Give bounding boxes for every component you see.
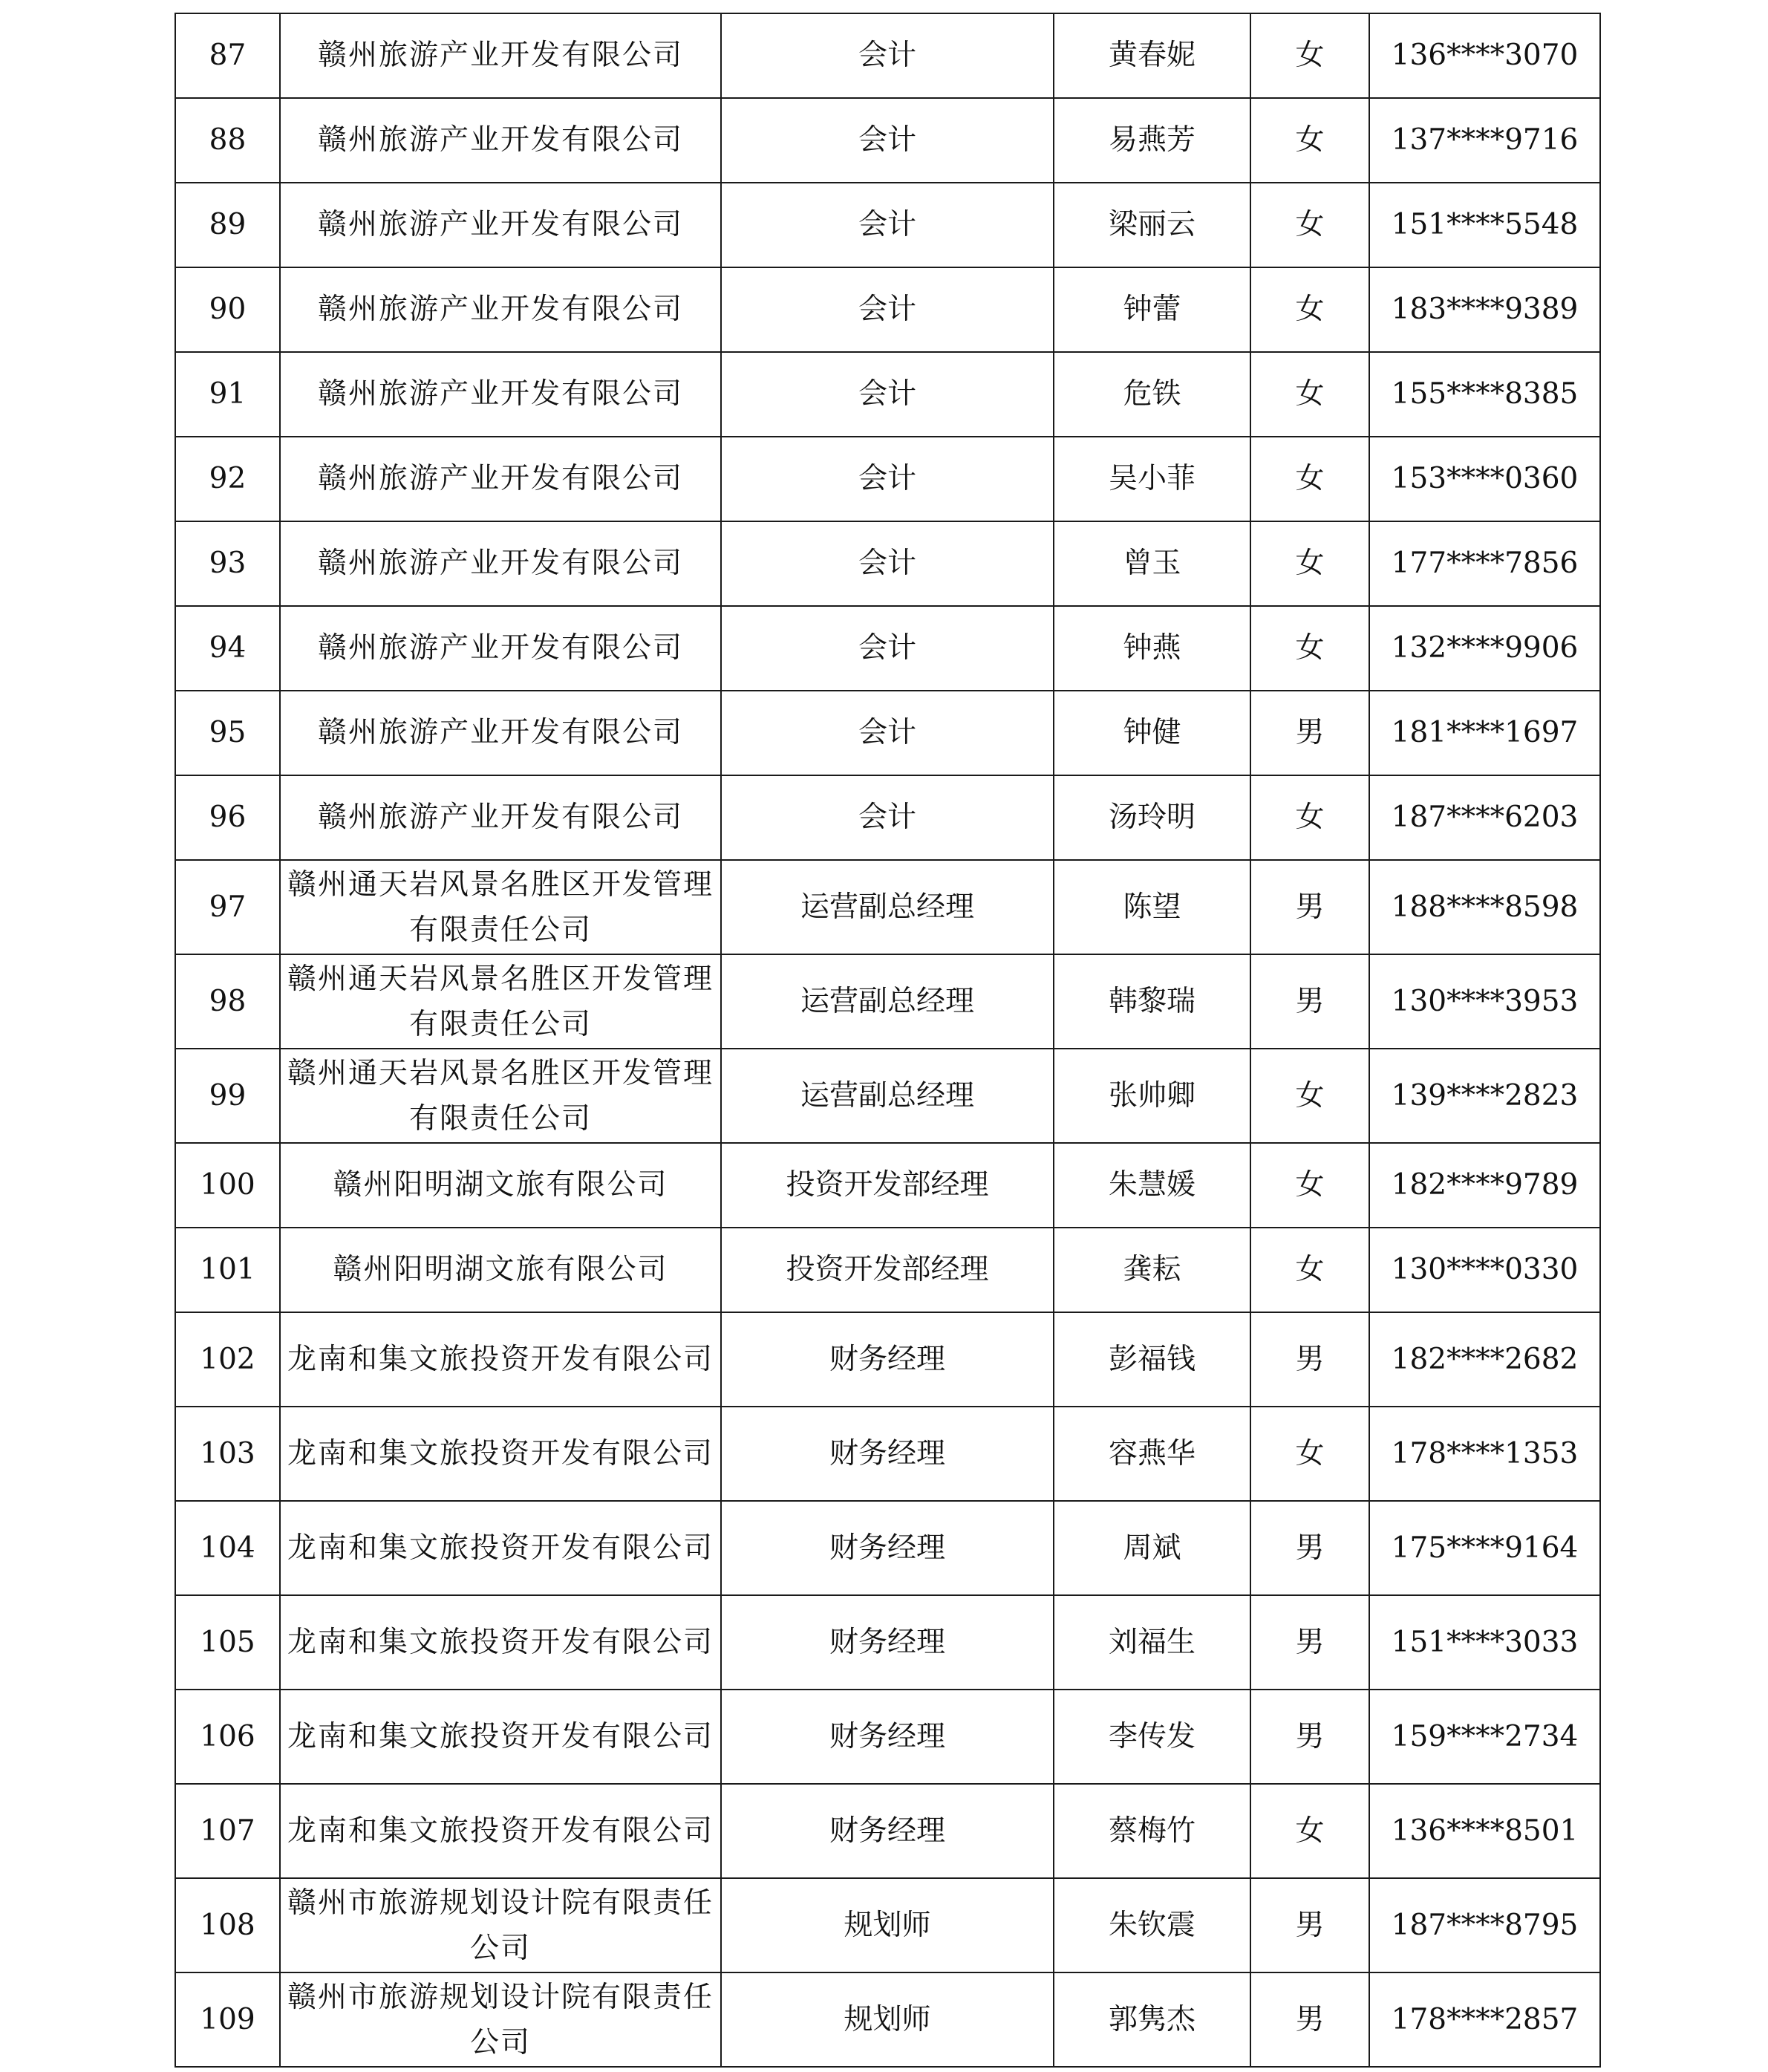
position-cell: 财务经理: [721, 1784, 1054, 1878]
person-name-cell: 韩黎瑞: [1054, 954, 1250, 1049]
person-name-cell: 周斌: [1054, 1501, 1250, 1595]
phone-cell: 139****2823: [1369, 1049, 1600, 1143]
table-row: [175, 691, 1600, 775]
position-cell: 会计: [721, 98, 1054, 183]
company-cell: 龙南和集文旅投资开发有限公司: [280, 1407, 721, 1501]
company-cell: 龙南和集文旅投资开发有限公司: [280, 1312, 721, 1407]
position-cell: 财务经理: [721, 1501, 1054, 1595]
gender-cell: 男: [1250, 1501, 1369, 1595]
gender-cell: 女: [1250, 98, 1369, 183]
position-cell: 会计: [721, 775, 1054, 860]
phone-cell: 153****0360: [1369, 437, 1600, 521]
table-row: [175, 1407, 1600, 1501]
company-cell: 赣州旅游产业开发有限公司: [280, 267, 721, 352]
gender-cell: 男: [1250, 1972, 1369, 2067]
table-row: [175, 1595, 1600, 1690]
table-row: [175, 1690, 1600, 1784]
phone-cell: 159****2734: [1369, 1690, 1600, 1784]
table-row: [175, 437, 1600, 521]
roster-table-body: [175, 13, 1600, 2067]
company-cell: 赣州旅游产业开发有限公司: [280, 13, 721, 98]
gender-cell: 男: [1250, 1312, 1369, 1407]
position-cell: 运营副总经理: [721, 1049, 1054, 1143]
gender-cell: 女: [1250, 352, 1369, 437]
company-cell: 龙南和集文旅投资开发有限公司: [280, 1595, 721, 1690]
row-number-cell: 109: [175, 1972, 280, 2067]
position-cell: 会计: [721, 521, 1054, 606]
person-name-cell: 张帅卿: [1054, 1049, 1250, 1143]
table-row: [175, 521, 1600, 606]
company-cell: 赣州旅游产业开发有限公司: [280, 98, 721, 183]
table-row: [175, 1049, 1600, 1143]
row-number-cell: 106: [175, 1690, 280, 1784]
table-row: [175, 183, 1600, 267]
person-name-cell: 汤玲明: [1054, 775, 1250, 860]
person-name-cell: 李传发: [1054, 1690, 1250, 1784]
phone-cell: 183****9389: [1369, 267, 1600, 352]
row-number-cell: 97: [175, 860, 280, 954]
phone-cell: 187****8795: [1369, 1878, 1600, 1972]
row-number-cell: 99: [175, 1049, 280, 1143]
company-cell: 赣州通天岩风景名胜区开发管理有限责任公司: [280, 1049, 721, 1143]
phone-cell: 151****3033: [1369, 1595, 1600, 1690]
position-cell: 会计: [721, 691, 1054, 775]
person-name-cell: 蔡梅竹: [1054, 1784, 1250, 1878]
row-number-cell: 103: [175, 1407, 280, 1501]
position-cell: 会计: [721, 183, 1054, 267]
table-row: [175, 775, 1600, 860]
gender-cell: 男: [1250, 1878, 1369, 1972]
company-cell: 龙南和集文旅投资开发有限公司: [280, 1784, 721, 1878]
phone-cell: 175****9164: [1369, 1501, 1600, 1595]
row-number-cell: 94: [175, 606, 280, 691]
phone-cell: 188****8598: [1369, 860, 1600, 954]
table-row: [175, 1501, 1600, 1595]
phone-cell: 177****7856: [1369, 521, 1600, 606]
row-number-cell: 107: [175, 1784, 280, 1878]
position-cell: 规划师: [721, 1878, 1054, 1972]
person-name-cell: 朱慧媛: [1054, 1143, 1250, 1228]
person-name-cell: 危铁: [1054, 352, 1250, 437]
person-name-cell: 梁丽云: [1054, 183, 1250, 267]
row-number-cell: 88: [175, 98, 280, 183]
row-number-cell: 90: [175, 267, 280, 352]
person-name-cell: 朱钦震: [1054, 1878, 1250, 1972]
phone-cell: 178****2857: [1369, 1972, 1600, 2067]
row-number-cell: 93: [175, 521, 280, 606]
person-name-cell: 刘福生: [1054, 1595, 1250, 1690]
table-row: [175, 1972, 1600, 2067]
row-number-cell: 108: [175, 1878, 280, 1972]
company-cell: 赣州市旅游规划设计院有限责任公司: [280, 1972, 721, 2067]
company-cell: 赣州旅游产业开发有限公司: [280, 183, 721, 267]
table-row: [175, 1784, 1600, 1878]
position-cell: 财务经理: [721, 1312, 1054, 1407]
row-number-cell: 91: [175, 352, 280, 437]
row-number-cell: 104: [175, 1501, 280, 1595]
position-cell: 会计: [721, 267, 1054, 352]
roster-table: [174, 13, 1601, 2068]
phone-cell: 132****9906: [1369, 606, 1600, 691]
gender-cell: 男: [1250, 860, 1369, 954]
phone-cell: 182****2682: [1369, 1312, 1600, 1407]
position-cell: 会计: [721, 352, 1054, 437]
position-cell: 会计: [721, 606, 1054, 691]
table-row: [175, 1143, 1600, 1228]
company-cell: 赣州市旅游规划设计院有限责任公司: [280, 1878, 721, 1972]
gender-cell: 女: [1250, 1407, 1369, 1501]
gender-cell: 女: [1250, 13, 1369, 98]
company-cell: 赣州阳明湖文旅有限公司: [280, 1228, 721, 1312]
row-number-cell: 96: [175, 775, 280, 860]
company-cell: 龙南和集文旅投资开发有限公司: [280, 1501, 721, 1595]
table-row: [175, 954, 1600, 1049]
person-name-cell: 钟健: [1054, 691, 1250, 775]
position-cell: 会计: [721, 13, 1054, 98]
table-row: [175, 860, 1600, 954]
company-cell: 赣州旅游产业开发有限公司: [280, 437, 721, 521]
table-row: [175, 267, 1600, 352]
person-name-cell: 黄春妮: [1054, 13, 1250, 98]
table-row: [175, 13, 1600, 98]
person-name-cell: 钟燕: [1054, 606, 1250, 691]
position-cell: 投资开发部经理: [721, 1143, 1054, 1228]
phone-cell: 130****0330: [1369, 1228, 1600, 1312]
position-cell: 运营副总经理: [721, 954, 1054, 1049]
gender-cell: 女: [1250, 1784, 1369, 1878]
company-cell: 龙南和集文旅投资开发有限公司: [280, 1690, 721, 1784]
phone-cell: 130****3953: [1369, 954, 1600, 1049]
phone-cell: 182****9789: [1369, 1143, 1600, 1228]
company-cell: 赣州通天岩风景名胜区开发管理有限责任公司: [280, 954, 721, 1049]
gender-cell: 男: [1250, 954, 1369, 1049]
person-name-cell: 曾玉: [1054, 521, 1250, 606]
phone-cell: 136****3070: [1369, 13, 1600, 98]
row-number-cell: 89: [175, 183, 280, 267]
row-number-cell: 95: [175, 691, 280, 775]
row-number-cell: 87: [175, 13, 280, 98]
gender-cell: 女: [1250, 437, 1369, 521]
row-number-cell: 101: [175, 1228, 280, 1312]
person-name-cell: 吴小菲: [1054, 437, 1250, 521]
gender-cell: 男: [1250, 691, 1369, 775]
person-name-cell: 彭福钱: [1054, 1312, 1250, 1407]
table-row: [175, 98, 1600, 183]
gender-cell: 女: [1250, 606, 1369, 691]
phone-cell: 178****1353: [1369, 1407, 1600, 1501]
company-cell: 赣州旅游产业开发有限公司: [280, 691, 721, 775]
gender-cell: 女: [1250, 521, 1369, 606]
gender-cell: 男: [1250, 1595, 1369, 1690]
person-name-cell: 容燕华: [1054, 1407, 1250, 1501]
position-cell: 财务经理: [721, 1407, 1054, 1501]
gender-cell: 女: [1250, 1143, 1369, 1228]
position-cell: 投资开发部经理: [721, 1228, 1054, 1312]
company-cell: 赣州旅游产业开发有限公司: [280, 775, 721, 860]
row-number-cell: 105: [175, 1595, 280, 1690]
company-cell: 赣州旅游产业开发有限公司: [280, 352, 721, 437]
gender-cell: 女: [1250, 183, 1369, 267]
table-row: [175, 1878, 1600, 1972]
position-cell: 财务经理: [721, 1690, 1054, 1784]
position-cell: 会计: [721, 437, 1054, 521]
phone-cell: 181****1697: [1369, 691, 1600, 775]
position-cell: 规划师: [721, 1972, 1054, 2067]
company-cell: 赣州旅游产业开发有限公司: [280, 521, 721, 606]
row-number-cell: 98: [175, 954, 280, 1049]
phone-cell: 136****8501: [1369, 1784, 1600, 1878]
table-row: [175, 606, 1600, 691]
gender-cell: 女: [1250, 1049, 1369, 1143]
person-name-cell: 易燕芳: [1054, 98, 1250, 183]
position-cell: 财务经理: [721, 1595, 1054, 1690]
table-row: [175, 1228, 1600, 1312]
phone-cell: 137****9716: [1369, 98, 1600, 183]
table-row: [175, 1312, 1600, 1407]
company-cell: 赣州阳明湖文旅有限公司: [280, 1143, 721, 1228]
phone-cell: 155****8385: [1369, 352, 1600, 437]
person-name-cell: 陈望: [1054, 860, 1250, 954]
person-name-cell: 龚耘: [1054, 1228, 1250, 1312]
position-cell: 运营副总经理: [721, 860, 1054, 954]
row-number-cell: 92: [175, 437, 280, 521]
gender-cell: 男: [1250, 1690, 1369, 1784]
gender-cell: 女: [1250, 775, 1369, 860]
person-name-cell: 钟蕾: [1054, 267, 1250, 352]
company-cell: 赣州旅游产业开发有限公司: [280, 606, 721, 691]
row-number-cell: 102: [175, 1312, 280, 1407]
phone-cell: 187****6203: [1369, 775, 1600, 860]
phone-cell: 151****5548: [1369, 183, 1600, 267]
table-row: [175, 352, 1600, 437]
row-number-cell: 100: [175, 1143, 280, 1228]
person-name-cell: 郭隽杰: [1054, 1972, 1250, 2067]
gender-cell: 女: [1250, 267, 1369, 352]
company-cell: 赣州通天岩风景名胜区开发管理有限责任公司: [280, 860, 721, 954]
gender-cell: 女: [1250, 1228, 1369, 1312]
